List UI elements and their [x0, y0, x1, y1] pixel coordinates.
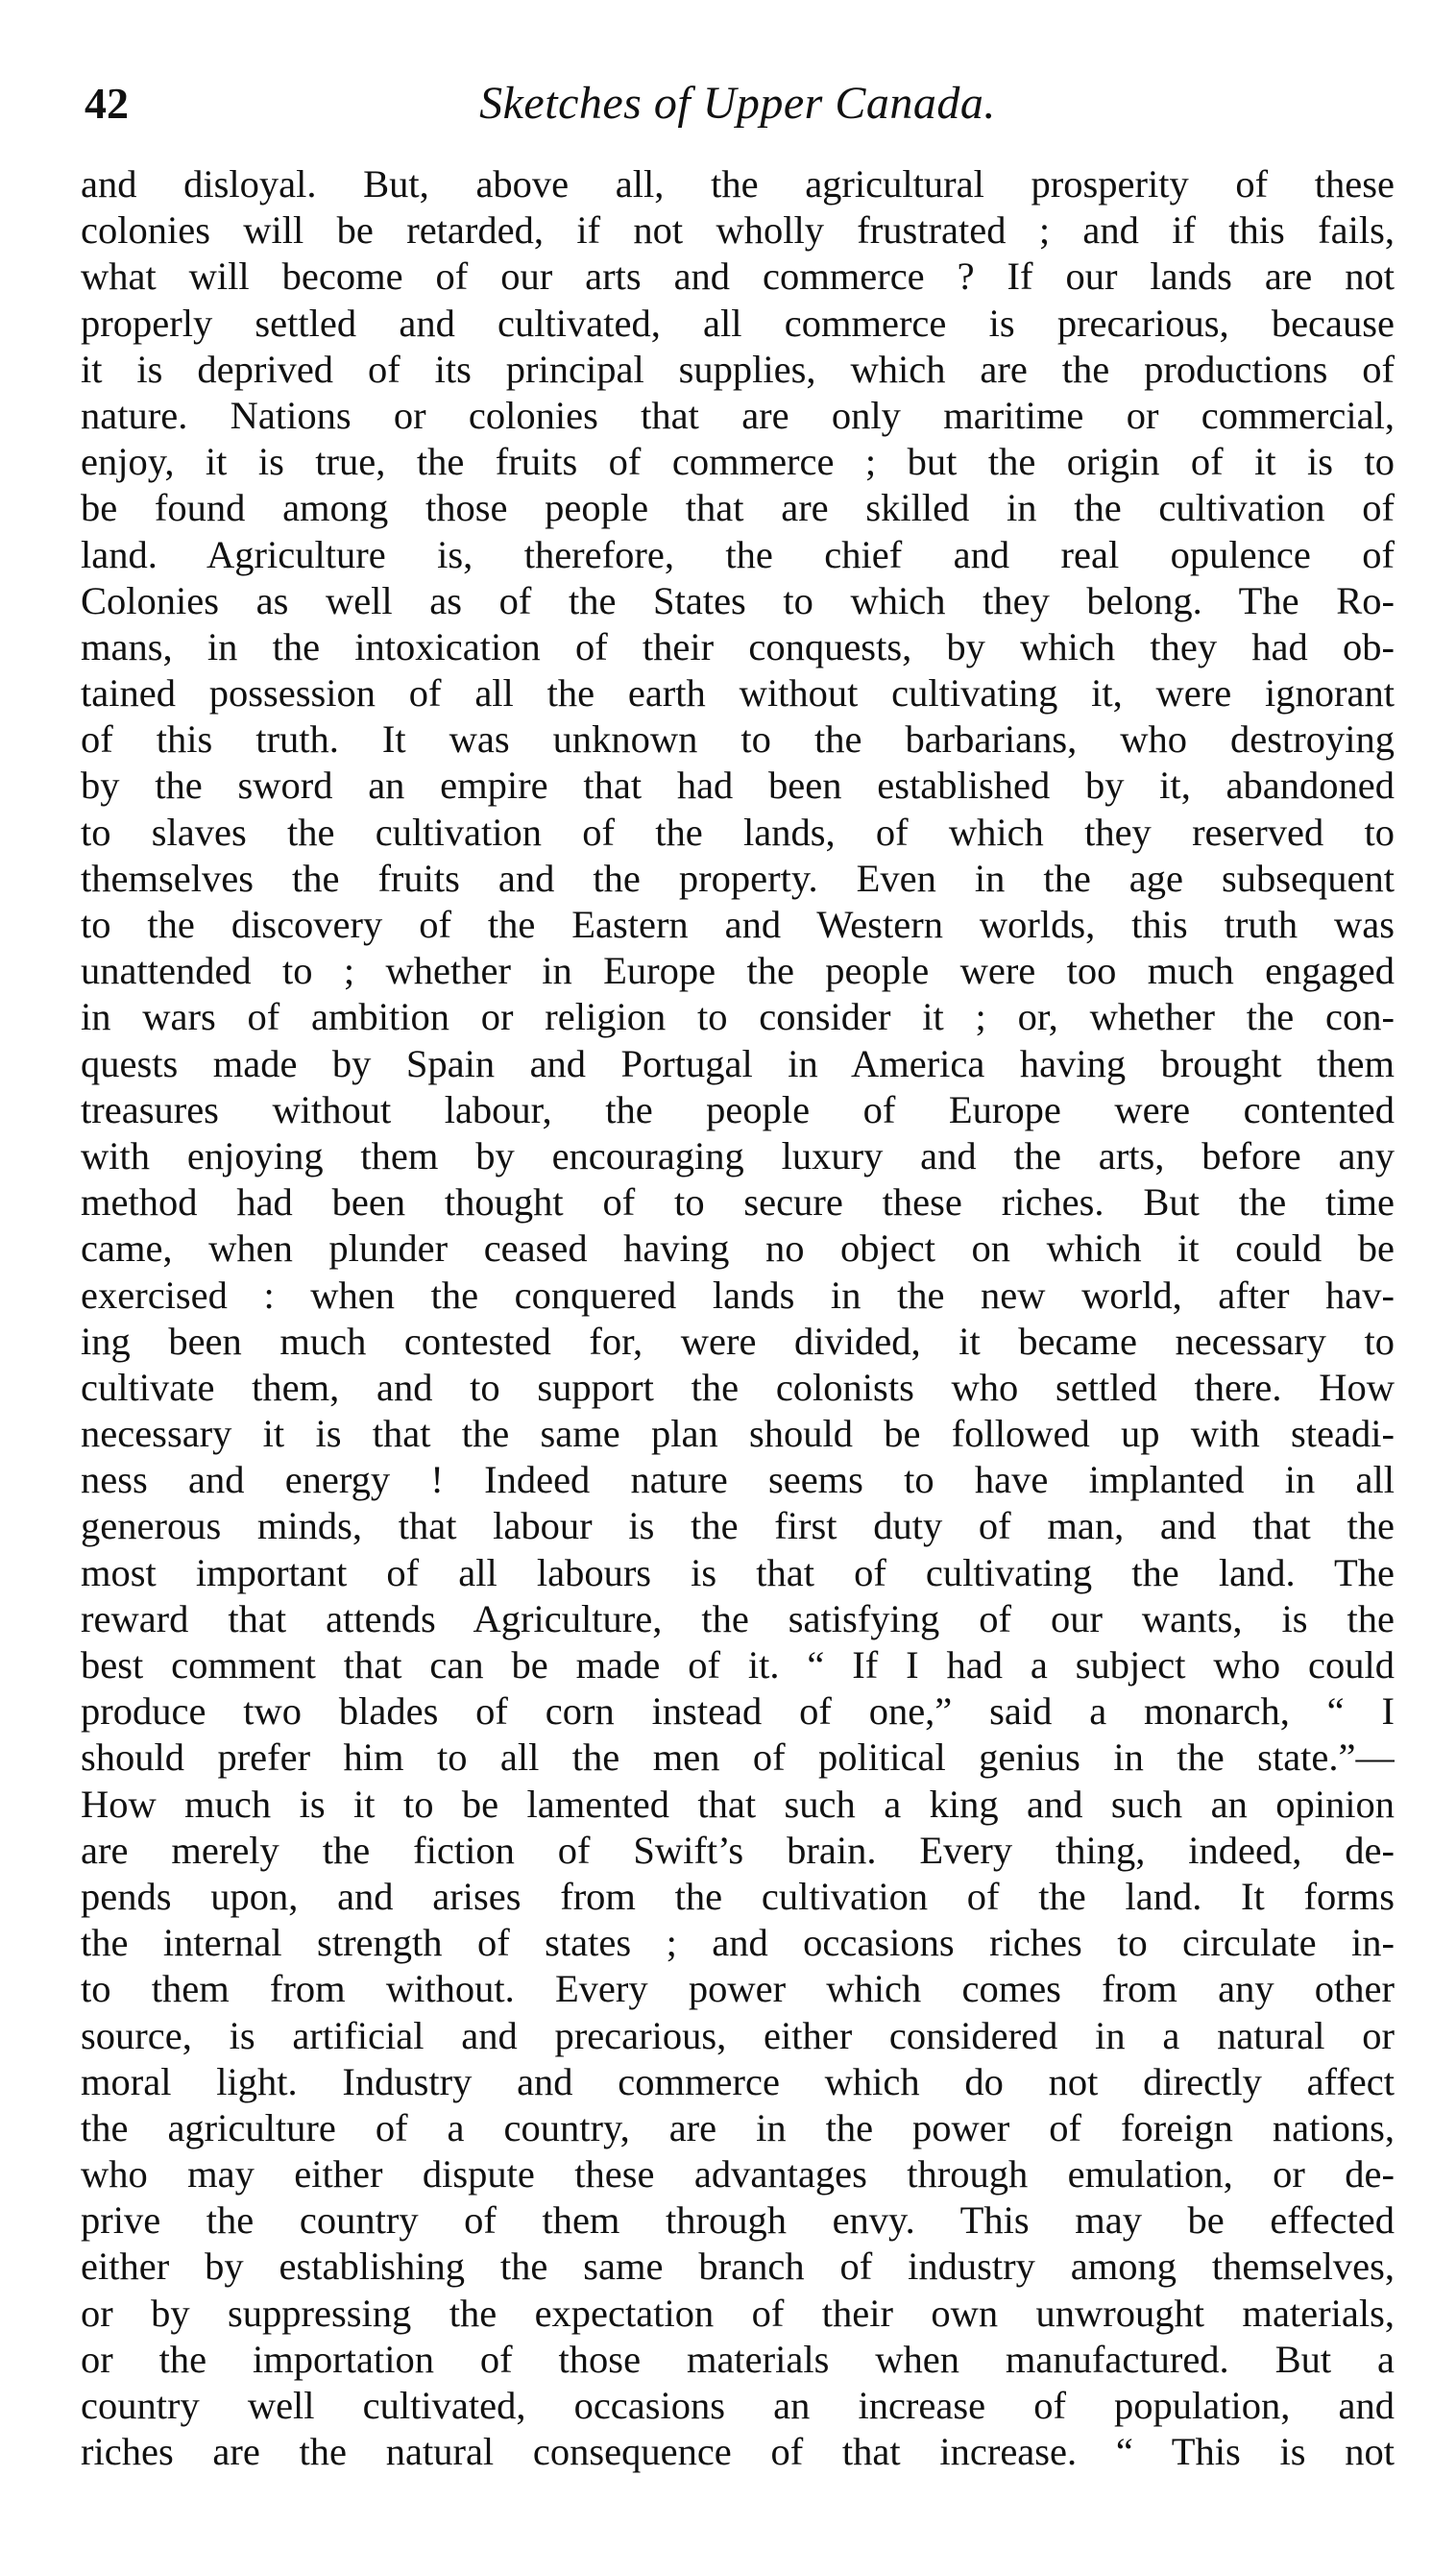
- text-line: to the discovery of the Eastern and Western worlds, this truth was: [81, 903, 1395, 946]
- text-line: riches are the natural consequence of that increase. “ This is not: [81, 2430, 1395, 2474]
- text-line: moral light. Industry and commerce which do not directly affect: [81, 2059, 1395, 2103]
- text-line: or by suppressing the expectation of their own unwrought materials,: [81, 2291, 1395, 2335]
- text-line: it is deprived of its principal supplies, which are the productions of: [81, 347, 1395, 391]
- text-line: should prefer him to all the men of political genius in the state.”—: [81, 1736, 1395, 1780]
- body-text: [81, 161, 1395, 2475]
- text-line: treasures without labour, the people of Europe were contented: [81, 1087, 1395, 1131]
- text-line: quests made by Spain and Portugal in America having brought them: [81, 1041, 1395, 1085]
- text-line: themselves the fruits and the property. Even in the age subsequent: [81, 856, 1395, 900]
- text-line: ness and energy ! Indeed nature seems to have implanted in all: [81, 1458, 1395, 1502]
- text-line: mans, in the intoxication of their conquests, by which they had ob-: [81, 624, 1395, 668]
- text-line: be found among those people that are skilled in the cultivation of: [81, 486, 1395, 530]
- text-line: or the importation of those materials when manufactured. But a: [81, 2337, 1395, 2381]
- text-line: either by establishing the same branch of industry among themselves,: [81, 2245, 1395, 2289]
- text-line: How much is it to be lamented that such a king and such an opinion: [81, 1782, 1395, 1826]
- text-line: land. Agriculture is, therefore, the chief and real opulence of: [81, 532, 1395, 576]
- text-line: unattended to ; whether in Europe the people were too much engaged: [81, 949, 1395, 993]
- text-line: best comment that can be made of it. “ If I had a subject who could: [81, 1643, 1395, 1687]
- text-line: are merely the fiction of Swift’s brain. Every thing, indeed, de-: [81, 1828, 1395, 1872]
- text-line: most important of all labours is that of cultivating the land. The: [81, 1550, 1395, 1594]
- text-line: ing been much contested for, were divided, it became necessary to: [81, 1319, 1395, 1363]
- text-line: method had been thought of to secure these riches. But the time: [81, 1180, 1395, 1225]
- text-line: produce two blades of corn instead of one,” said a monarch, “ I: [81, 1689, 1395, 1734]
- text-line: the internal strength of states ; and occasions riches to circulate in-: [81, 1921, 1395, 1965]
- text-line: to them from without. Every power which comes from any other: [81, 1967, 1395, 2011]
- text-line: and disloyal. But, above all, the agricultural prosperity of these: [81, 162, 1395, 206]
- text-line: generous minds, that labour is the first duty of man, and that the: [81, 1504, 1395, 1548]
- text-line: colonies will be retarded, if not wholly frustrated ; and if this fails,: [81, 208, 1395, 253]
- text-line: source, is artificial and precarious, either considered in a natural or: [81, 2013, 1395, 2057]
- text-line: reward that attends Agriculture, the satisfying of our wants, is the: [81, 1596, 1395, 1640]
- text-line: country well cultivated, occasions an increase of population, and: [81, 2384, 1395, 2427]
- running-title: Sketches of Upper Canada.: [479, 78, 996, 129]
- text-line: pends upon, and arises from the cultivation of the land. It forms: [81, 1874, 1395, 1918]
- text-line: by the sword an empire that had been established by it, abandoned: [81, 764, 1395, 808]
- text-line: exercised : when the conquered lands in the new world, after hav-: [81, 1273, 1395, 1317]
- text-line: tained possession of all the earth without cultivating it, were ignorant: [81, 671, 1395, 716]
- text-line: properly settled and cultivated, all commerce is precarious, because: [81, 301, 1395, 345]
- text-line: nature. Nations or colonies that are only maritime or commercial,: [81, 393, 1395, 437]
- text-line: the agriculture of a country, are in the power of foreign nations,: [81, 2105, 1395, 2149]
- text-line: of this truth. It was unknown to the barbarians, who destroying: [81, 717, 1395, 762]
- text-line: cultivate them, and to support the colonists who settled there. How: [81, 1365, 1395, 1409]
- text-line: who may either dispute these advantages through emulation, or de-: [81, 2152, 1395, 2197]
- text-line: came, when plunder ceased having no object on which it could be: [81, 1226, 1395, 1271]
- text-line: to slaves the cultivation of the lands, of which they reserved to: [81, 810, 1395, 854]
- text-line: necessary it is that the same plan should be followed up with steadi-: [81, 1412, 1395, 1456]
- text-line: Colonies as well as of the States to which they belong. The Ro-: [81, 578, 1395, 622]
- text-line: in wars of ambition or religion to consider it ; or, whether the con-: [81, 995, 1395, 1039]
- page-number: 42: [85, 79, 129, 128]
- text-line: prive the country of them through envy. This may be effected: [81, 2198, 1395, 2243]
- text-line: with enjoying them by encouraging luxury and the arts, before any: [81, 1133, 1395, 1177]
- running-head: [85, 75, 1391, 133]
- text-line: enjoy, it is true, the fruits of commerce ; but the origin of it is to: [81, 440, 1395, 484]
- text-line: what will become of our arts and commerce ? If our lands are not: [81, 255, 1395, 299]
